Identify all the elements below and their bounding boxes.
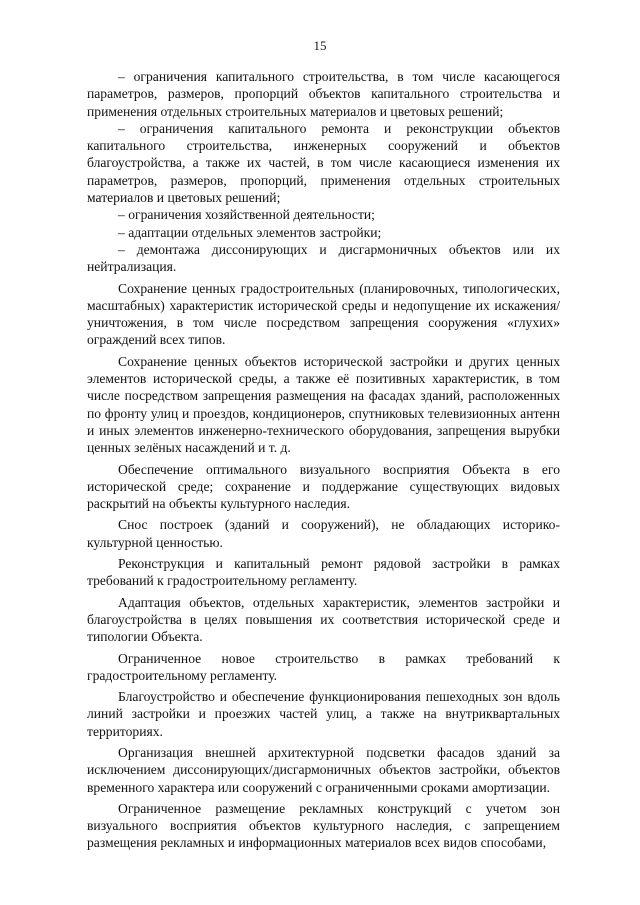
- paragraph-restriction-construction: – ограничения капитального строительства, в том числе касающегося параметров, размеров, пропорций объектов капитального строительства и применения отдельных строительных материалов и цветовых решений;: [87, 69, 560, 119]
- paragraph-restriction-repair: – ограничения капитального ремонта и реконструкции объектов капитального строительства, инженерных сооружений и объектов благоустройства, а также их частей, в том числе касающиеся изменения их параметров, размеров, пропорций, применения отдельных строительных материалов и цветовых решений;: [87, 120, 560, 206]
- paragraph-reconstruction: Реконструкция и капитальный ремонт рядовой застройки в рамках требований к градостроительному регламенту.: [87, 556, 560, 589]
- paragraph-adaptation-objects: Адаптация объектов, отдельных характеристик, элементов застройки и благоустройства в целях повышения их соответствия исторической среде и типологии Объекта.: [87, 594, 560, 645]
- paragraph-facade-lighting: Организация внешней архитектурной подсветки фасадов зданий за исключением диссонирующих/дисгармоничных объектов застройки, объектов временного характера или сооружений с ограниченными сроками амортизации.: [87, 744, 560, 795]
- paragraph-adaptation-elements: – адаптации отдельных элементов застройки;: [118, 224, 382, 240]
- document-body: [87, 68, 560, 852]
- paragraph-preserve-historic-objects: Сохранение ценных объектов исторической застройки и других ценных элементов исторической среды, а также её позитивных характеристик, в том числе посредством запрещения размещения на фасадах зданий, расположенных по фронту улиц и проездов, кондиционеров, спутниковых телевизионных антенн и иных элементов инженерно-технического оборудования, запрещения вырубки ценных зелёных насаждений и т. д.: [87, 353, 560, 456]
- paragraph-visual-perception: Обеспечение оптимального визуального восприятия Объекта в его исторической среде; сохранение и поддержание существующих видовых раскрытий на объекты культурного наследия.: [87, 461, 560, 512]
- paragraph-advertising: Ограниченное размещение рекламных конструкций с учетом зон визуального восприятия объектов культурного наследия, с запрещением размещения рекламных и информационных материалов всех видов способами,: [87, 800, 560, 851]
- paragraph-new-construction: Ограниченное новое строительство в рамках требований к градостроительному регламенту.: [87, 650, 560, 683]
- paragraph-demolition-dissonant: – демонтажа диссонирующих и дисгармоничных объектов или их нейтрализация.: [87, 241, 560, 275]
- page-number: 15: [313, 38, 327, 53]
- paragraph-pedestrian-zones: Благоустройство и обеспечение функционирования пешеходных зон вдоль линий застройки и проезжих частей улиц, а также на внутриквартальных территориях.: [87, 689, 560, 739]
- paragraph-restriction-economic: – ограничения хозяйственной деятельности;: [118, 207, 375, 223]
- paragraph-preserve-urban-characteristics: Сохранение ценных градостроительных (планировочных, типологических, масштабных) характеристик исторической среды и недопущение их искажения/уничтожения, в том числе посредством запрещения сооружения «глухих» ограждений всех типов.: [87, 280, 560, 348]
- paragraph-demolition-buildings: Снос построек (зданий и сооружений), не обладающих историко-культурной ценностью.: [87, 517, 560, 550]
